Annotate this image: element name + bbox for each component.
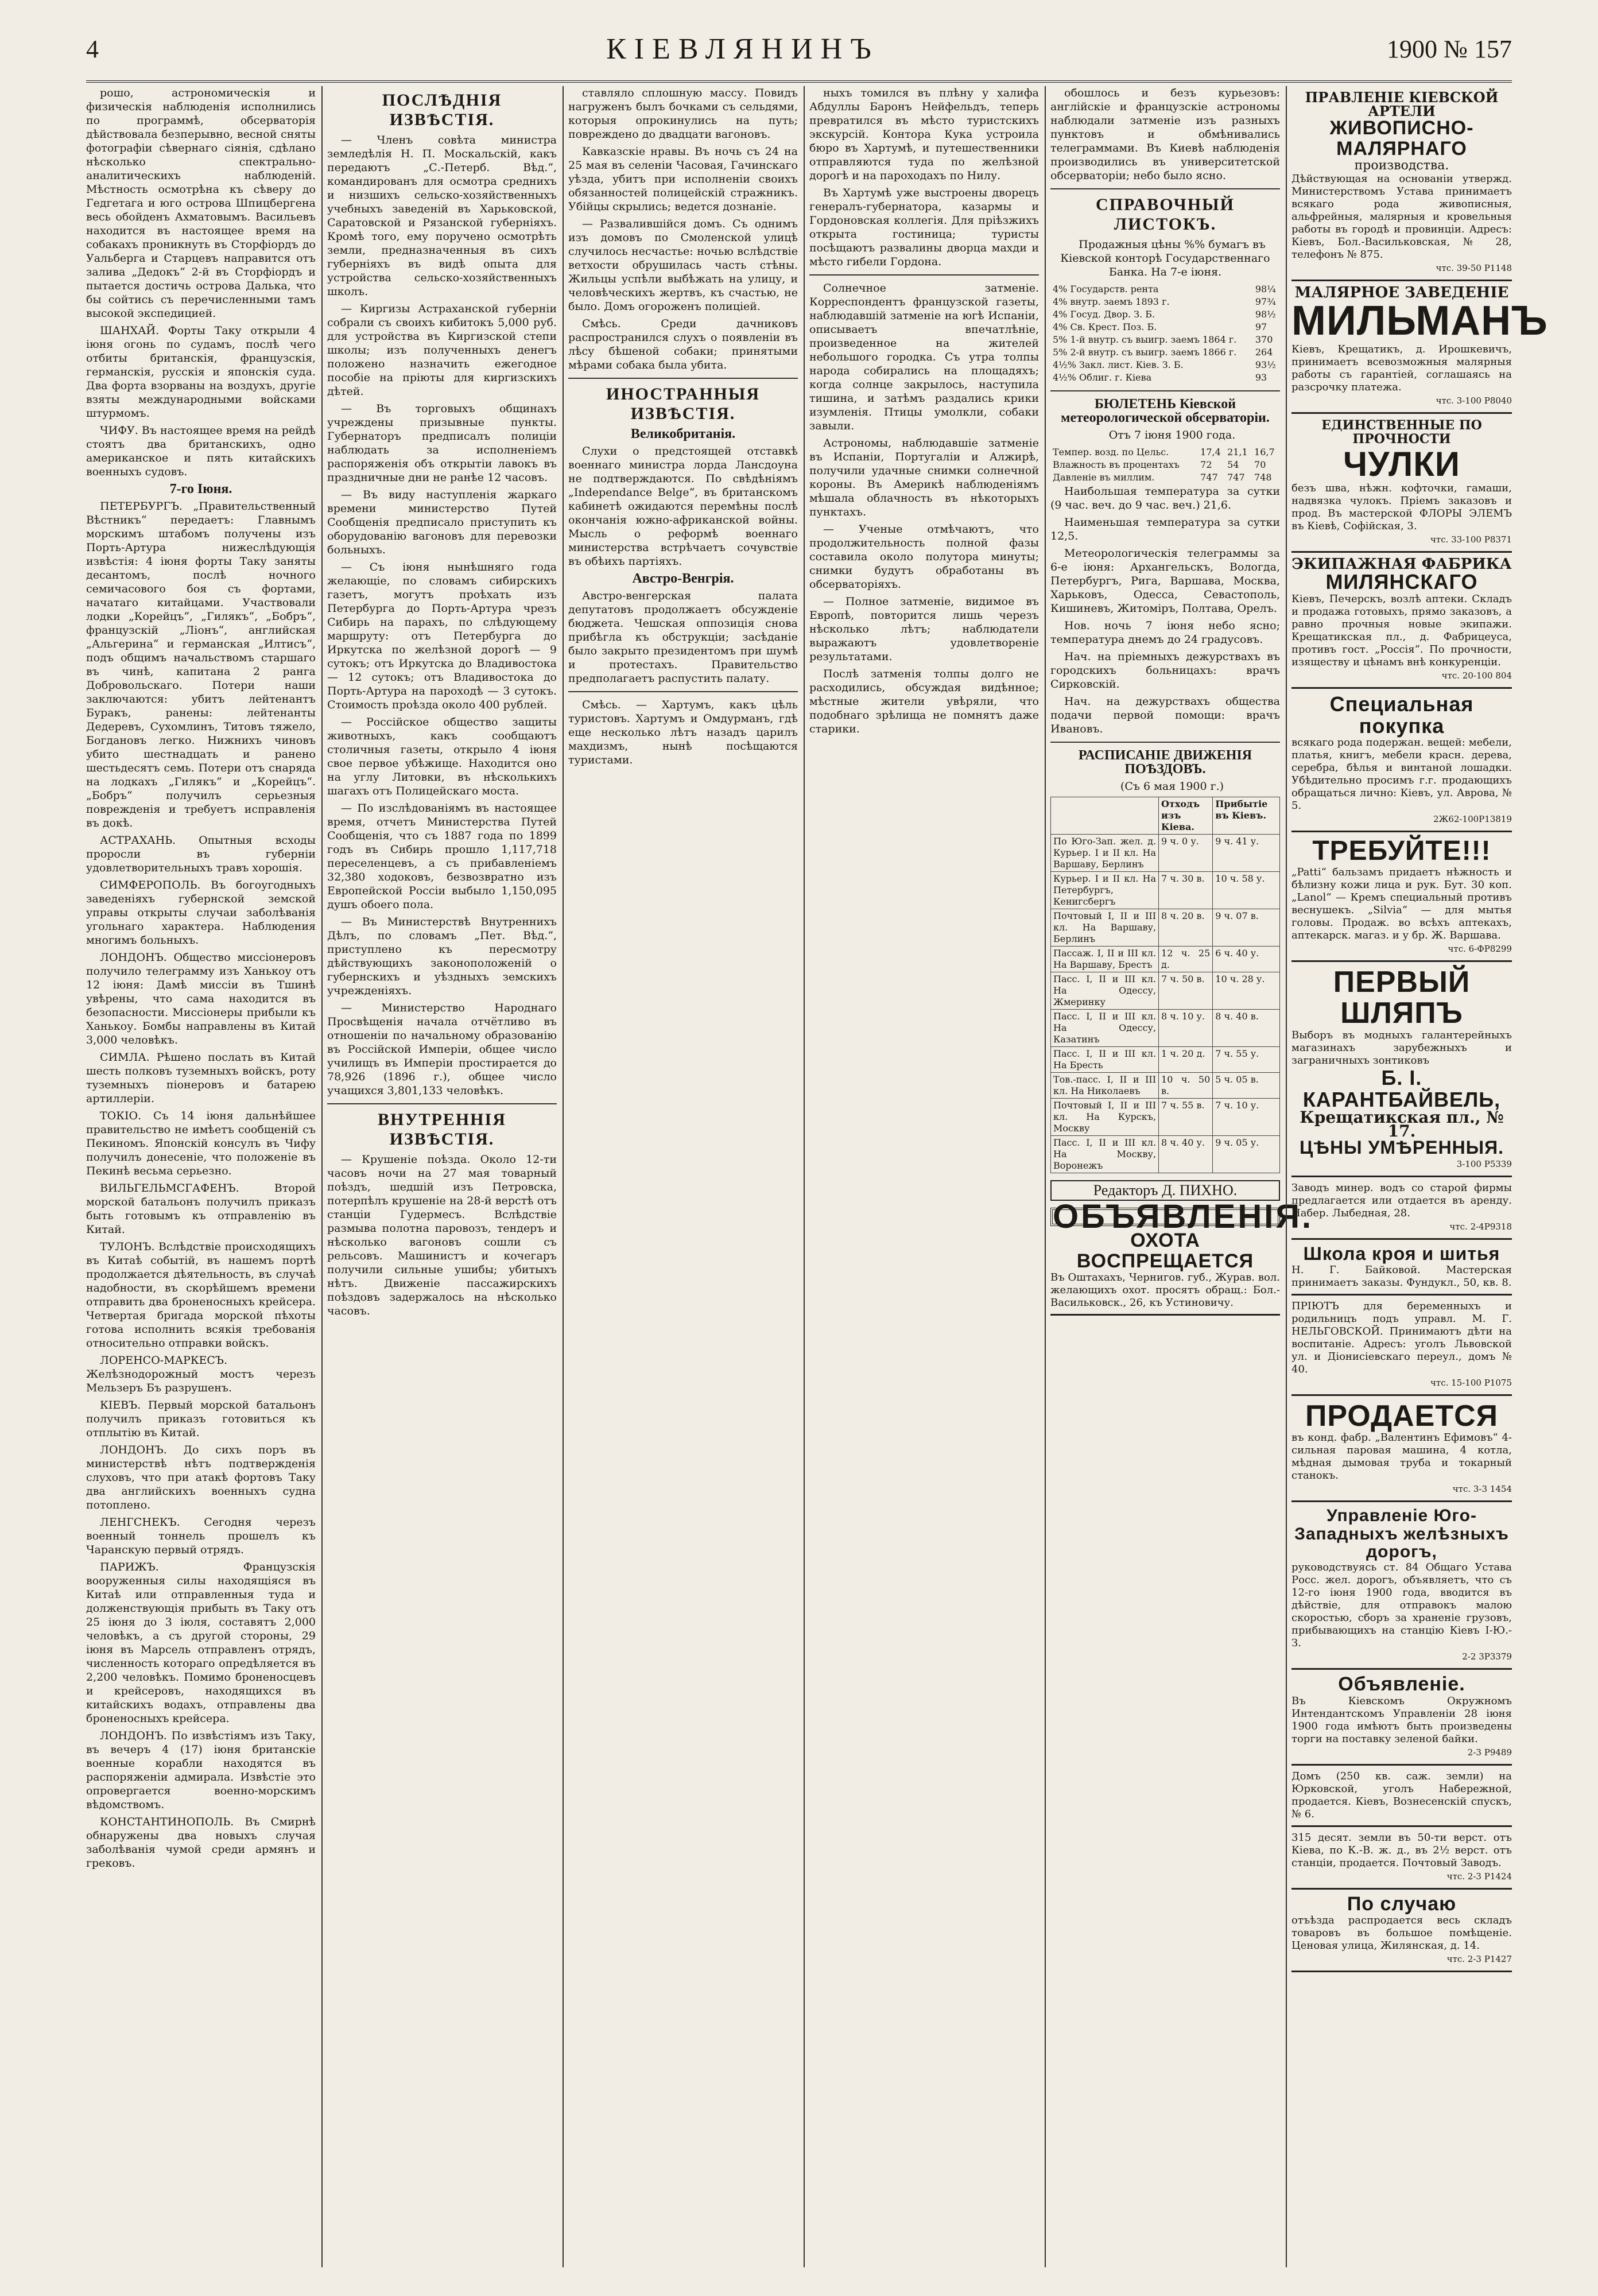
article-text: Въ Хартумѣ уже выстроены дворецъ генералъ-губернатора, казармы и Гордоновская коллегія. Для пріѣзжихъ открыта гостиница; туристы посѣщаютъ развалины дворца махди и мѣсто гибели Гордона.	[809, 187, 1039, 268]
article-text: ПАРИЖЪ. Французскія вооруженныя силы находящіяся въ Китаѣ или отправленныя туда и долженствующія прибыть въ Таку отъ 25 іюня до 3 іюля, составятъ 2,000 человѣкъ, а съ другой стороны, 29 іюня въ Марсель отправленъ отрядъ, численность котораго опредѣляется въ 2,200 человѣкъ. Помимо броненосцевъ и крейсеровъ, находящихся въ китайскихъ водахъ, отправлены два броненосныхъ крейсера.	[86, 1561, 316, 1725]
article-text: АСТРАХАНЬ. Опытныя всходы проросли въ губерніи удовлетворительныхъ травъ хорошія.	[86, 834, 316, 874]
bonds-table	[1050, 282, 1280, 385]
article-text: ЛОНДОНЪ. По извѣстіямъ изъ Таку, въ вечеръ 4 (17) іюня британскіе военные корабли находятся въ распоряженіи адмирала. Извѣстіе это опровергается военно-морскимъ вѣдомствомъ.	[86, 1729, 316, 1811]
section-rule	[1050, 188, 1280, 189]
ad-title: Специальная покупка	[1329, 692, 1474, 738]
article-text: Наименьшая температура за сутки 12,5.	[1050, 516, 1280, 542]
ad-title: ПЕРВЫЙ ШЛЯПЪ	[1333, 965, 1471, 1030]
ad-code: чтс. 2-3 Р1427	[1446, 1954, 1512, 1965]
article-text: СИМФЕРОПОЛЬ. Въ богоугодныхъ заведеніяхъ губернской земской управы открыты случаи заболѣванія угольнаго характера. Наблюдения многимъ больныхъ.	[86, 879, 316, 947]
bulletin-title: БЮЛЕТЕНЬ Кіевской метеорологической обсерваторіи.	[1061, 397, 1270, 425]
ad-text: „Patti“ бальзамъ придаетъ нѣжность и бѣлизну кожи лица и рук. Бут. 30 коп. „Lanol“ — Кремъ специальный противъ веснушекъ. „Silvia“ — для мытья головы. Продаж. во всѣхъ аптекахъ, аптекарск. магаз. и у бр. Ж. Варшава.	[1291, 866, 1512, 941]
ad-code: чтс. 6-ФР8299	[1448, 943, 1512, 954]
ad-text: Заводъ минер. водъ со старой фирмы предлагается или отдается въ аренду. Набер. Лыбедная, 28.	[1291, 1182, 1512, 1220]
ad-code: чтс. 39-50 Р1148	[1436, 263, 1512, 274]
column-foreign-news	[568, 86, 798, 2267]
ad-title: МИЛЬМАНЪ	[1291, 298, 1548, 344]
ad-for-sale	[1291, 1396, 1512, 1503]
ad-code: чтс. 33-100 Р8371	[1430, 534, 1512, 545]
article-text: обошлось и безъ курьезовъ: англійскіе и французскіе астрономы наблюдали затменіе изъ разныхъ пунктовъ и обмѣнивались телеграммами. Въ Киевѣ наблюденія производились въ университетской обсерваторіи; небо было ясно.	[1050, 87, 1280, 182]
ad-heading: ЕДИНСТВЕННЫЕ ПО ПРОЧНОСТИ	[1321, 417, 1482, 447]
ad-special-purchase	[1291, 689, 1512, 833]
ad-text: въ конд. фабр. „Валентинъ Ефимовъ“ 4-сильная паровая машина, 4 котла, мѣдная дымовая труба и токарный станокъ.	[1291, 1432, 1512, 1482]
article-text: Метеорологическія телеграммы за 6-е іюня: Архангельскъ, Вологда, Петербургъ, Рига, Варшава, Москва, Харьковъ, Одесса, Севастополь, Кишиневъ, Житоміръ, Полтава, Орелъ.	[1050, 547, 1280, 615]
ad-code: 3-100 Р5339	[1456, 1159, 1512, 1170]
section-rule	[1050, 742, 1280, 743]
subsection-heading: Великобританія.	[630, 426, 736, 441]
issue-number: 1900 № 157	[1387, 34, 1512, 63]
ad-address: Крещатикская пл., № 17.	[1300, 1107, 1504, 1141]
ad-merchant-name: Б. I. КАРАНТБАЙВЕЛЬ,	[1302, 1065, 1501, 1111]
ad-text: Домъ (250 кв. саж. земли) на Юрковской, уголъ Набережной, продается. Кіевъ, Вознесенскій спускъ, № 6.	[1291, 1770, 1512, 1820]
table-row: По Юго-Зап. жел. д. Курьер. I и II кл. На Варшаву, Берлинъ 9 ч. 0 у. 9 ч. 41 у.	[1051, 835, 1280, 872]
ad-sewing-school	[1291, 1240, 1512, 1296]
article-text: ЧИФУ. Въ настоящее время на рейдѣ стоятъ два британскихъ, одно американское и пять китайскихъ военныхъ судовъ.	[86, 424, 316, 478]
ad-title: МИЛЯНСКАГО	[1325, 569, 1478, 594]
article-text: КІЕВЪ. Первый морской батальонъ получилъ приказъ готовиться къ отплытію въ Китай.	[86, 1399, 316, 1439]
column-reference	[1050, 86, 1314, 2267]
ad-heading: ПРАВЛЕНІЕ КІЕВСКОЙ АРТЕЛИ	[1305, 89, 1499, 119]
ad-title: ЧУЛКИ	[1343, 444, 1461, 483]
column-divider	[1045, 86, 1046, 2267]
article-text: — Съ іюня нынѣшняго года желающіе, по словамъ сибирскихъ газетъ, могутъ проѣхать изъ Петербурга до Порть-Артура чрезъ Сибирь на парахъ, по слѣдующему маршруту: отъ Петербурга до Иркутска по желѣзной дорогѣ — 9 сутокъ; отъ Иркутска до Владивостока — 12 сутокъ; отъ Владивостока до Порть-Артура на пароходѣ — 3 сутокъ. Стоимость проѣзда около 400 рублей.	[327, 561, 557, 711]
article-text: КОНСТАНТИНОПОЛЬ. Въ Смирнѣ обнаружены два новыхъ случая заболѣванія чумой среди армянъ и грековъ.	[86, 1816, 316, 1870]
ad-code: чтс. 2-3 Р1424	[1446, 1871, 1512, 1882]
article-text: СИМЛА. Рѣшено послать въ Китай шесть полковъ туземныхъ войскъ, роту туземныхъ піонеровъ и батарею артиллеріи.	[86, 1051, 316, 1105]
article-text: — Ученые отмѣчаютъ, что продолжительность полной фазы составила около полутора минуты; снимки будутъ обработаны въ обсерваторіяхъ.	[809, 523, 1039, 591]
announcements-heading: ОБЪЯВЛЕНІЯ.	[1050, 1208, 1280, 1226]
editor-signature: Редакторъ Д. ПИХНО.	[1050, 1180, 1280, 1201]
table-row: Влажность въ процентахъ 72 54 70	[1053, 459, 1266, 470]
ad-text: всякаго рода подержан. вещей: мебели, платья, книгъ, мебели красн. дерева, серебра, бѣлья и винтаной лошадки. Убѣдительно просимъ г.г. продающихъ обращаться лично: Кіевъ, ул. Аврова, № 5.	[1291, 736, 1512, 812]
ad-text: 315 десят. земли въ 50-ти верст. отъ Кіева, по К.-В. ж. д., въ 2½ верст. отъ станціи, продается. Почтовый Заводъ.	[1291, 1831, 1512, 1869]
column-feuilleton	[809, 86, 1039, 2267]
ad-text: Кіевъ, Печерскъ, возлѣ аптеки. Складъ и продажа готовыхъ, прямо заказовъ, а равно прочныя новые экипажи. Крещатикская пл., д. Фабрицеуса, противъ гост. „Россія“. По прочности, изяществу и цѣнамъ внѣ конкуренціи.	[1291, 592, 1512, 668]
article-text: — Полное затменіе, видимое въ Европѣ, повторится лишь черезъ нѣсколько лѣтъ; наблюдатели выражаютъ удовлетвореніе результатами.	[809, 595, 1039, 663]
ad-text: безъ шва, нѣжн. кофточки, гамаши, надвязка чулокъ. Пріемъ заказовъ и прод. Въ мастерской ФЛОРЫ ЭЛЕМЪ въ Кіевѣ, Софійская, 3.	[1291, 482, 1512, 532]
table-row: Пассаж. I, II и III кл. На Варшаву, Брестъ 12 ч. 25 д. 6 ч. 40 у.	[1051, 947, 1280, 972]
ad-painters-artel	[1291, 86, 1512, 281]
ad-title: По случаю	[1347, 1892, 1457, 1915]
ad-title: ПРОДАЕТСЯ	[1305, 1399, 1499, 1433]
table-row: 4% Св. Крест. Поз. Б. 97	[1053, 321, 1267, 332]
subsection-heading: Австро-Венгрія.	[632, 571, 734, 586]
timetable-subtitle: (Съ 6 мая 1900 г.)	[1120, 780, 1224, 793]
section-heading: ВНУТРЕННІЯ ИЗВѢСТІЯ.	[378, 1110, 506, 1149]
section-rule	[568, 378, 798, 379]
ad-title: ОХОТА ВОСПРЕЩАЕТСЯ	[1076, 1230, 1254, 1272]
article-text: ЛОНДОНЪ. Общество миссіонеровъ получило телеграмму изъ Ханькоу отъ 12 іюня: Дамѣ миссіи въ Тшинѣ увѣрены, что сама находится въ безопасности. Миссіонеры прибыли къ Ханькоу. Бомбы направлены въ Китай 3,000 человѣкъ.	[86, 951, 316, 1046]
weather-table	[1050, 445, 1280, 484]
article-text: ЛОНДОНЪ. До сихъ поръ въ министерствѣ нѣтъ подтвержденія слуховъ, что при атакѣ фортовъ Таку два английскихъ военныхъ судна потоплено.	[86, 1444, 316, 1511]
ad-text: ПРІЮТЪ для беременныхъ и родильницъ подъ управл. М. Г. НЕЛЬГОВСКОЙ. Принимаютъ дѣти на воспитаніе. Адресъ: уголъ Львовской ул. и Діонисіевскаго переул., домъ № 40.	[1291, 1300, 1512, 1375]
article-text: — Крушеніе поѣзда. Около 12-ти часовъ ночи на 27 мая товарный поѣздъ, шедшій изъ Петровска, потерпѣлъ крушеніе на 28-й верстѣ отъ станціи Гудермесъ. Вслѣдствіе размыва полотна паровозъ, тендеръ и нѣсколько вагоновъ сошли съ рельсовъ. Машинистъ и кочегаръ получили сильные ушибы; убитыхъ нѣтъ. Движеніе пассажирскихъ поѣздовъ задержалось на нѣсколько часовъ.	[327, 1153, 557, 1317]
timetable-title: РАСПИСАНІЕ ДВИЖЕНІЯ ПОѢЗДОВЪ.	[1078, 748, 1252, 777]
article-text: ШАНХАЙ. Форты Таку открыли 4 іюня огонь по судамъ, послѣ чего отбиты британскія, французскія, германскія, русскія и японскія суда. Два форта взорваны на воздухъ, другіе взяты международными войсками штурмомъ.	[86, 324, 316, 420]
table-row: 5% 1-й внутр. съ выигр. заемъ 1864 г. 370	[1053, 334, 1273, 345]
bulletin-date: Отъ 7 іюня 1900 года.	[1108, 429, 1236, 441]
article-text: Кавказскіе нравы. Въ ночь съ 24 на 25 мая въ селеніи Часовая, Гачинскаго уѣзда, убитъ при исполненіи своихъ обязанностей полицейскій стражникъ. Убійцы скрылись; ведется дознаніе.	[568, 145, 798, 213]
ad-hunting	[1050, 1226, 1280, 1316]
article-text: — Членъ совѣта министра земледѣлія Н. П. Москальскій, какъ передаютъ „С.-Петерб. Вѣд.“, командированъ для осмотра среднихъ и низшихъ сельско-хозяйственныхъ учебныхъ заведеній въ Харьковской, Саратовской и Рязанской губерніяхъ. Кромѣ того, ему поручено осмотрѣть земли, предназначенныя въ сихъ губерніяхъ въ видѣ опыта для устройства сельско-хозяйственныхъ школъ.	[327, 134, 557, 298]
table-row: 4½% Облиг. г. Кіева 93	[1053, 372, 1267, 383]
article-text: ЛОРЕНСО-МАРКЕСЪ. Желѣзнодорожный мостъ черезъ Мельзеръ Бъ разрушенъ.	[86, 1354, 316, 1394]
ad-shelter	[1291, 1296, 1512, 1396]
ad-text: руководствуясь ст. 84 Общаго Устава Росс. жел. дорогъ, объявляетъ, что съ 12-го іюня 1900 года, вводится въ дѣйствіе, для отправокъ малою скоростью, сборъ за храненіе грузовъ, прибывающихъ на станцію Кіевъ I-Ю.-З.	[1291, 1561, 1512, 1649]
section-heading: ИНОСТРАННЫЯ ИЗВѢСТІЯ.	[606, 385, 760, 423]
article-text: Слухи о предстоящей отставкѣ военнаго министра лорда Лансдоуна не подтверждаются. По свѣдѣніямъ „Independance Belge“, въ британскомъ кабинетѣ ожидаются перемѣны послѣ окончанія южно-африканской войны. Мысль о реформѣ военнаго министерства встрѣчаетъ сочувствіе въ обѣихъ партіяхъ.	[568, 445, 798, 568]
article-text: рошо, астрономическія и физическія наблюденія исполнились по программѣ, обсерваторія дѣйствовала безперывно, весной сняты фотографіи сѣвернаго сіянія, сдѣлано нѣсколько спектрально-аналитическихъ наблюденій. Мѣстность осмотрѣна къ сѣверу до Гедгетага и юго острова Шпицбергена весь обойденъ Ахматовымъ. Васильевъ находится въ настоящее время на собакахъ проникнуть въ Сторфіордъ до Уальберга и Старцевъ направится отъ залива „Дедокъ“ 2-й въ Сторфіордъ и пытается достичь острова Далька, что бы сойтись съ перечисленными тамъ высокой экспедицией.	[86, 87, 316, 320]
page-header	[86, 32, 1512, 66]
article-text: Смѣсь. — Хартумъ, какъ цѣль туристовъ. Хартумъ и Омдурманъ, гдѣ еще несколько лѣтъ назадъ царилъ махдизмъ, нынѣ посѣщаются туристами.	[568, 699, 798, 766]
page-number: 4	[86, 34, 99, 63]
article-text: — Развалившійся домъ. Съ однимъ изъ домовъ по Смоленской улицѣ случилось несчастье: ночью вслѣдствіе ветхости обрушилась часть стѣны. Жильцы успѣли выбѣжать на улицу, и человѣческихъ жертвъ, къ счастью, не было. Домъ огороженъ полиціей.	[568, 218, 798, 313]
table-row: Темпер. возд. по Цельс. 17,4 21,1 16,7	[1053, 447, 1275, 457]
article-text: ТОКІО. Съ 14 іюня дальнѣйшее правительство не имѣетъ сообщеній съ Пекиномъ. Японскій консулъ въ Чифу получилъ донесеніе, что положеніе въ Пекинѣ весьма серьезно.	[86, 1110, 316, 1177]
ad-text: Въ Кіевскомъ Окружномъ Интендантскомъ Управленіи 28 іюня 1900 года имѣютъ быть произведены торги на поставку зеленой байки.	[1291, 1694, 1512, 1745]
ad-text: Выборъ въ модныхъ галантерейныхъ магазинахъ зарубежныхъ и заграничныхъ зонтиковъ	[1291, 1029, 1512, 1066]
ad-mineral-water	[1291, 1177, 1512, 1240]
section-rule	[568, 691, 798, 692]
article-text: Послѣ затменія толпы долго не расходились, обсуждая видѣнное; мѣстные жители увѣряли, что подобнаго зрѣлища не помнятъ даже старики.	[809, 668, 1039, 735]
ad-code: чтс. 2-4Р9318	[1449, 1221, 1512, 1232]
article-text: Нач. на дежурствахъ общества подачи первой помощи: врачъ Ивановъ.	[1050, 695, 1280, 735]
ad-milman	[1291, 281, 1548, 414]
table-row: 4½% Закл. лист. Кіев. З. Б. 93½	[1053, 359, 1276, 370]
ad-prices: ЦѢНЫ УМѢРЕННЫЯ.	[1299, 1137, 1504, 1158]
article-text: Нач. на пріемныхъ дежурствахъ въ городскихъ больницахъ: врачъ Сирковскій.	[1050, 650, 1280, 691]
table-row: Пасс. I, II и III кл. На Москву, Воронежъ 8 ч. 40 у. 9 ч. 05 у.	[1051, 1136, 1280, 1173]
ad-code: 2-2 3Р3379	[1462, 1651, 1512, 1662]
section-rule	[327, 1103, 557, 1104]
date-heading: 7-го Іюня.	[169, 482, 232, 497]
ad-occasion	[1291, 1890, 1512, 1973]
article-text: ныхъ томился въ плѣну у халифа Абдуллы Баронъ Нейфельдъ, теперь превратился въ мѣсто туристскихъ экскурсій. Контора Кука устроила бюро въ Хартумѣ, и путешественники отправляются туда по желѣзной дорогѣ и на пароходахъ по Нилу.	[809, 87, 1039, 182]
column-divider	[563, 86, 564, 2267]
ad-title: ЖИВОПИСНО-МАЛЯРНАГО	[1329, 117, 1474, 160]
ad-text: отъѣзда распродается весь складъ товаровъ въ большое помѣщеніе. Ценовая улица, Жилянская, д. 14.	[1291, 1914, 1512, 1952]
ad-code: 2-3 Р9489	[1467, 1747, 1512, 1758]
table-row: Почтовый I, II и III кл. На Курскъ, Москву 7 ч. 55 в. 7 ч. 10 у.	[1051, 1099, 1280, 1136]
table-row: Курьер. I и II кл. На Петербургъ, Кенигсбергъ 7 ч. 30 в. 10 ч. 58 у.	[1051, 872, 1280, 909]
article-text: — Въ виду наступленія жаркаго времени министерство Путей Сообщенія предписало приступить къ оборудованію вагоновъ для перевозки больныхъ.	[327, 488, 557, 556]
article-text: — Въ Министерствѣ Внутреннихъ Дѣлъ, по словамъ „Пет. Вѣд.“, приступлено къ пересмотру дѣйствующихъ законоположеній о губернскихъ и уѣздныхъ земскихъ учрежденіяхъ.	[327, 916, 557, 997]
ad-code: чтс. 20-100 804	[1441, 670, 1512, 681]
table-row: Тов.-пасс. I, II и III кл. На Николаевъ 10 ч. 50 в. 5 ч. 05 в.	[1051, 1073, 1280, 1099]
table-row: 4% Государств. рента 98¼	[1053, 284, 1276, 294]
ad-code: чтс. 3-3 1454	[1452, 1484, 1512, 1495]
ad-land	[1291, 1827, 1512, 1890]
table-row: Пасс. I, II и III кл. На Бресть 1 ч. 20 д. 7 ч. 55 у.	[1051, 1047, 1280, 1073]
ad-stockings	[1291, 414, 1512, 553]
table-row: 5% 2-й внутр. съ выигр. заемъ 1866 г. 264	[1053, 347, 1273, 358]
section-heading: ПОСЛѢДНІЯ ИЗВѢСТІЯ.	[382, 91, 502, 129]
ad-code: чтс. 3-100 Р8040	[1436, 395, 1512, 406]
table-row: 4% Госуд. Двор. З. Б. 98½	[1053, 309, 1276, 320]
ad-house	[1291, 1766, 1512, 1827]
table-header-row: Отходъ изъ Кіева. Прибытіе въ Кіевъ.	[1051, 797, 1280, 835]
table-row: 4% внутр. заемъ 1893 г. 97¾	[1053, 296, 1276, 307]
train-timetable	[1050, 797, 1280, 1173]
ad-text: Въ Оштахахъ, Чернигов. губ., Журав. вол. желающихъ охот. просятъ обращ.: Бол.-Васильковск., 26, къ Устиновичу.	[1050, 1271, 1280, 1309]
columns	[86, 86, 1548, 2267]
column-divider	[804, 86, 805, 2267]
ad-hats	[1291, 962, 1512, 1177]
ad-title: ТРЕБУЙТЕ!!!	[1312, 836, 1491, 867]
ad-notice	[1291, 1670, 1512, 1766]
article-text: Австро-венгерская палата депутатовъ продолжаетъ обсужденіе бюджета. Чешская оппозиція снова прибѣгла къ обструкціи; засѣданіе было закрыто президентомъ при шумѣ и протестахъ. Правительство предполагаетъ распустить палату.	[568, 589, 798, 685]
column-advertisements	[1291, 86, 1548, 2267]
article-text: ТУЛОНЪ. Вслѣдствіе происходящихъ въ Китаѣ событій, въ нашемъ портѣ продолжается дѣятельность, въ случаѣ надобности, въ скорѣйшемъ времени отправить два броненосныхъ крейсера. Четвертая бригада морской пѣхоты готова исполнить всякія требованія относительно отправки войскъ.	[86, 1240, 316, 1349]
article-text: Астрономы, наблюдавшіе затменіе въ Испаніи, Португаліи и Алжирѣ, получили удачные снимки солнечной короны. Въ Америкѣ наблюденіямъ мѣшала облачность въ нѣкоторыхъ пунктахъ.	[809, 437, 1039, 518]
section-heading: СПРАВОЧНЫЙ ЛИСТОКЪ.	[1096, 195, 1235, 234]
article-text: ВИЛЬГЕЛЬМСГАФЕНЪ. Второй морской батальонъ получилъ приказъ быть готовымъ къ отправленію въ Китай.	[86, 1182, 316, 1236]
article-text: Смѣсь. Среди дачниковъ распространился слухъ о появленіи въ лѣсу бѣшеной собаки; принятыми мѣрами собака была убита.	[568, 317, 798, 371]
ad-code: чтс. 15-100 Р1075	[1430, 1377, 1512, 1388]
section-rule	[1050, 390, 1280, 391]
article-text: ЛЕНГСНЕКЪ. Сегодня черезъ военный тоннель прошелъ къ Чаранскую первый отрядъ.	[86, 1516, 316, 1556]
bonds-title: Продажныя цѣны %% бумагъ въ Кіевской конторѣ Государственнаго Банка. На 7-е іюня.	[1060, 238, 1270, 278]
column-latest-news	[327, 86, 557, 2267]
article-text: Нов. ночь 7 іюня небо ясно; температура днемъ до 24 градусовъ.	[1050, 619, 1280, 646]
table-row: Почтовый I, II и III кл. На Варшаву, Берлинъ 8 ч. 20 в. 9 ч. 07 в.	[1051, 909, 1280, 947]
ad-demand	[1291, 832, 1512, 961]
article-text: — Въ торговыхъ общинахъ учреждены призывные пункты. Губернаторъ предписалъ полиціи наблюдать за исполненіемъ распоряженія объ открытіи лавокъ въ праздничные дни не ранѣе 12 часовъ.	[327, 402, 557, 484]
table-row: Давленіе въ миллим. 747 747 748	[1053, 472, 1272, 483]
article-text: — Киргизы Астраханской губерніи собрали съ своихъ кибитокъ 5,000 руб. для устройства въ Киргизской степи школы; изъ полученныхъ денегъ положено назначить ежегодное пособіе на пріюты для киргизскихъ дѣтей.	[327, 302, 557, 398]
ad-railway	[1291, 1502, 1512, 1670]
ad-text: Кіевъ, Крещатикъ, д. Ирошкевичъ, принимаетъ всевозможныя малярныя работы съ гарантіей, соглашаясь на разсрочку платежа.	[1291, 343, 1512, 393]
article-text: — По изслѣдованіямъ въ настоящее время, отчетъ Министерства Путей Сообщенія, что съ 1887 года по 1899 годъ въ Сибирь прошло 1,117,718 переселенцевъ, а съ прибавленіемъ 32,380 ходоковъ, безвозвратно изъ Европейской Россіи выбыло 1,150,095 душъ обоего пола.	[327, 802, 557, 911]
ad-title: Управленіе Юго-Западныхъ желѣзныхъ дорогъ,	[1294, 1506, 1509, 1562]
section-rule	[809, 274, 1039, 276]
ad-code: 2Ж62-100Р13819	[1433, 814, 1512, 825]
ad-title: Объявленіе.	[1338, 1673, 1465, 1695]
header-rule	[86, 80, 1512, 83]
article-text: ставляло сплошную массу. Повидъ нагруженъ былъ бочками съ сельдями, которыя опрокинулись на путь; повреждено до двадцати вагоновъ.	[568, 87, 798, 141]
column-telegrams	[86, 86, 316, 2267]
article-text: Солнечное затменіе. Корреспондентъ французской газеты, наблюдавшій затменіе на югѣ Испаніи, описываетъ впечатлѣніе, произведенное на жителей небольшого городка. Съ утра толпы народа собирались на площадяхъ; когда солнце закрылось, наступила тишина, и затѣмъ раздались крики изумленія. Птицы умолкли, собаки завыли.	[809, 282, 1039, 432]
article-text: — Россійское общество защиты животныхъ, какъ сообщаютъ столичныя газеты, открыло 4 іюня свое первое убѣжище. Находится оно на углу Литовки, въ нѣсколькихъ шагахъ отъ Полицейскаго моста.	[327, 716, 557, 797]
ad-text: Дѣйствующая на основаніи утвержд. Министерствомъ Устава принимаетъ всякаго рода живописныя, альфрейныя, малярныя и кровельныя работы въ городѣ и провинціи. Адресъ: Кіевъ, Бол.-Васильковская, № 28, телефонъ № 875.	[1291, 173, 1512, 261]
ad-title: Школа кроя и шитья	[1303, 1243, 1500, 1265]
ad-text: Н. Г. Байковой. Мастерская принимаетъ заказы. Фундукл., 50, кв. 8.	[1291, 1263, 1512, 1289]
ad-carriage-factory	[1291, 553, 1512, 689]
column-divider	[1286, 86, 1287, 2267]
ad-heading: ЭКИПАЖНАЯ ФАБРИКА	[1291, 555, 1512, 573]
ad-subtitle: производства.	[1354, 158, 1449, 173]
column-divider	[321, 86, 323, 2267]
table-row: Пасс. I, II и III кл. На Одессу, Казатинъ 8 ч. 10 у. 8 ч. 40 в.	[1051, 1010, 1280, 1047]
article-text: — Министерство Народнаго Просвѣщенія начала отчётливо въ отношеніи по начальному образованію въ Россійской Имперіи, общее число училищъ въ Имперіи простирается до 78,926 (1896 г.), общее число учащихся 3,801,133 человѣкъ.	[327, 1002, 557, 1097]
table-row: Пасс. I, II и III кл. На Одессу, Жмеринку 7 ч. 50 в. 10 ч. 28 у.	[1051, 972, 1280, 1010]
masthead-title: КІЕВЛЯНИНЪ	[606, 32, 879, 65]
article-text: ПЕТЕРБУРГЪ. „Правительственный Вѣстникъ“ передаетъ: Главнымъ морскимъ штабомъ получены изъ Порть-Артура нижеслѣдующія извѣстія: 4 іюня форты Таку заняты десантомъ, послѣ ночного семичасового боя съ фортами, начатаго китайцами. Участвовали лодки „Корейцъ“, „Гилякъ“, „Бобръ“, французскій „Ліонъ“, английская „Альгерина“ и германская „Илтисъ“, подъ общимъ начальствомъ старшаго въ чинѣ, капитана 2 ранга Добровольскаго. Потери наши заключаются: убитъ лейтенантъ Буракъ, ранены: лейтенанты Дедеревъ, Сухомлинъ, Титовъ тяжело, Богдановъ легко. Нижнихъ чиновъ убито шестнадцать и ранено шестьдесятъ семь. Потери отъ снаряда на лодкахъ „Гилякъ“ и „Корейцъ“. „Бобръ“ получилъ серьезныя поврежденія и требуетъ исправленія въ докѣ.	[86, 500, 316, 829]
ad-heading: МАЛЯРНОЕ ЗАВЕДЕНІЕ	[1294, 284, 1509, 302]
article-text: Наибольшая температура за сутки (9 час. веч. до 9 час. веч.) 21,6.	[1050, 485, 1280, 511]
